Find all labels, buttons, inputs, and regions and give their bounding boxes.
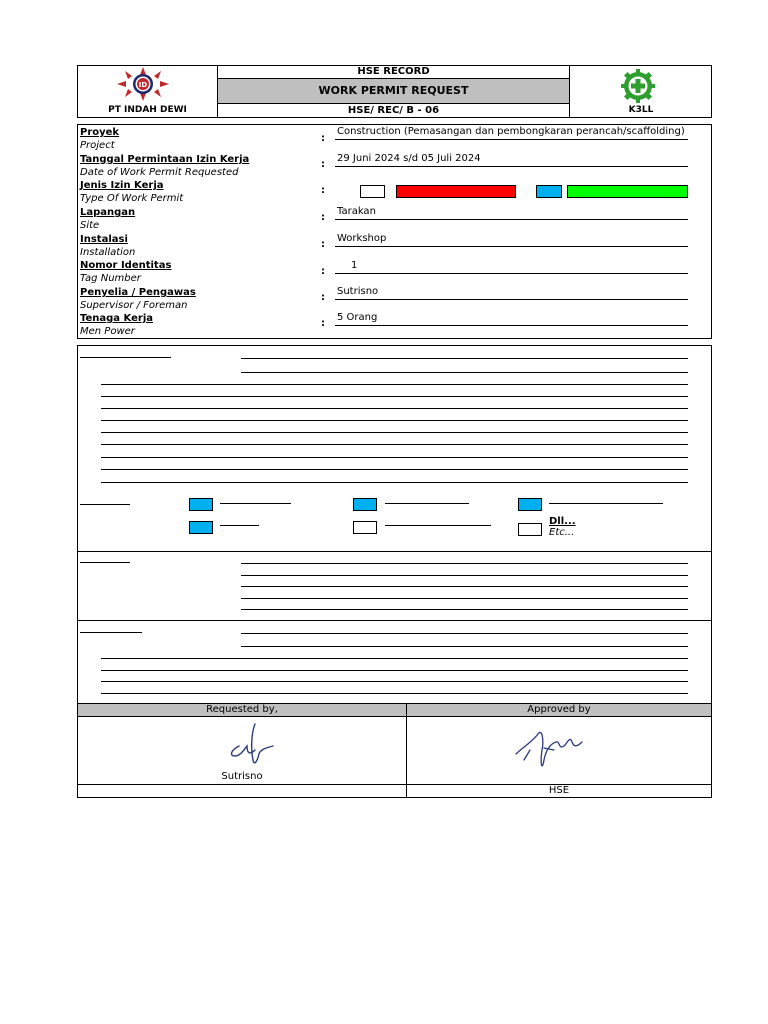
- field-colon-men-power: :: [321, 318, 325, 329]
- field-sublabel-site: Site: [80, 220, 100, 231]
- work-line-11: [101, 482, 688, 483]
- section4-line-3: [101, 658, 688, 659]
- work-line-8: [101, 444, 688, 445]
- signature-header-line: [77, 716, 712, 717]
- options-heading-underline: [80, 504, 130, 505]
- company-logo: [115, 66, 171, 102]
- field-value-supervisor: Sutrisno: [337, 286, 379, 297]
- option-checkbox-4[interactable]: [189, 521, 213, 534]
- option-line-2: [385, 503, 469, 504]
- option-checkbox-3[interactable]: [518, 498, 542, 511]
- approver-signature: [508, 720, 598, 776]
- work-description-block: [77, 345, 712, 552]
- k3-logo-icon: [617, 67, 659, 105]
- permit-type-checkbox-2[interactable]: [536, 185, 562, 198]
- section3-heading-underline: [80, 562, 130, 563]
- field-label-project: Proyek: [80, 127, 120, 138]
- field-label-site: Lapangan: [80, 207, 136, 218]
- field-sublabel-permit-type: Type Of Work Permit: [80, 193, 184, 204]
- field-colon-site: :: [321, 212, 325, 223]
- work-line-9: [101, 457, 688, 458]
- field-value-tag-number: 1: [351, 260, 358, 271]
- field-line-supervisor: [335, 299, 688, 300]
- k3-label: K3LL: [628, 105, 654, 115]
- field-sublabel-installation: Installation: [80, 247, 136, 258]
- field-colon-supervisor: :: [321, 292, 325, 303]
- requested-by-label: Requested by,: [206, 704, 278, 715]
- field-colon-date: :: [321, 159, 325, 170]
- permit-type-bar-red[interactable]: [396, 185, 516, 198]
- permit-type-bar-green[interactable]: [567, 185, 688, 198]
- logo-text: ID: [138, 81, 148, 89]
- field-line-men-power: [335, 325, 688, 326]
- section4-line-1: [241, 633, 688, 634]
- field-sublabel-tag-number: Tag Number: [80, 273, 141, 284]
- field-sublabel-project: Project: [80, 140, 115, 151]
- requester-signature: [225, 720, 285, 776]
- option-checkbox-1[interactable]: [189, 498, 213, 511]
- section3-line-3: [241, 586, 688, 587]
- page-title: WORK PERMIT REQUEST: [318, 84, 469, 97]
- field-value-date: 29 Juni 2024 s/d 05 Juli 2024: [337, 153, 481, 164]
- signature-divider: [406, 703, 407, 798]
- work-line-10: [101, 469, 688, 470]
- field-value-project: Construction (Pemasangan dan pembongkaran perancah/scaffolding): [337, 126, 685, 137]
- field-sublabel-supervisor: Supervisor / Foreman: [80, 300, 188, 311]
- option-checkbox-etc[interactable]: [518, 523, 542, 536]
- option-line-1: [220, 503, 291, 504]
- permit-type-checkbox-1[interactable]: [360, 185, 385, 198]
- document-code: HSE/ REC/ B - 06: [347, 105, 440, 116]
- requester-name: Sutrisno: [221, 771, 263, 782]
- section4-line-6: [101, 693, 688, 694]
- field-label-date: Tanggal Permintaan Izin Kerja: [80, 154, 250, 165]
- field-value-site: Tarakan: [337, 206, 376, 217]
- field-colon-tag-number: :: [321, 266, 325, 277]
- field-sublabel-date: Date of Work Permit Requested: [80, 167, 239, 178]
- section4-line-4: [101, 670, 688, 671]
- section4-line-2: [241, 646, 688, 647]
- section3-line-1: [241, 563, 688, 564]
- field-colon-project: :: [321, 133, 325, 144]
- field-line-project: [335, 139, 688, 140]
- section3-line-2: [241, 575, 688, 576]
- option-etc-sublabel: Etc...: [549, 527, 575, 538]
- option-checkbox-2[interactable]: [353, 498, 377, 511]
- field-value-men-power: 5 Orang: [337, 312, 378, 323]
- field-line-tag-number: [335, 273, 688, 274]
- field-sublabel-men-power: Men Power: [80, 326, 135, 337]
- field-colon-permit-type: :: [321, 185, 325, 196]
- field-label-tag-number: Nomor Identitas: [80, 260, 172, 271]
- work-heading-underline: [80, 357, 171, 358]
- field-line-installation: [335, 246, 688, 247]
- work-line-3: [101, 384, 688, 385]
- approver-role: HSE: [548, 785, 570, 796]
- work-line-7: [101, 432, 688, 433]
- section3-line-5: [241, 609, 688, 610]
- option-line-4: [220, 525, 259, 526]
- field-label-supervisor: Penyelia / Pengawas: [80, 287, 196, 298]
- field-label-installation: Instalasi: [80, 234, 128, 245]
- work-line-5: [101, 408, 688, 409]
- work-line-2: [241, 372, 688, 373]
- field-value-installation: Workshop: [337, 233, 387, 244]
- field-line-site: [335, 219, 688, 220]
- option-checkbox-5[interactable]: [353, 521, 377, 534]
- field-label-men-power: Tenaga Kerja: [80, 313, 153, 324]
- option-line-3: [549, 503, 663, 504]
- field-colon-installation: :: [321, 239, 325, 250]
- work-line-1: [241, 358, 688, 359]
- approved-by-label: Approved by: [527, 704, 591, 715]
- section4-line-5: [101, 681, 688, 682]
- option-line-5: [385, 525, 491, 526]
- work-line-6: [101, 420, 688, 421]
- section3-line-4: [241, 598, 688, 599]
- field-line-date: [335, 166, 688, 167]
- field-label-permit-type: Jenis Izin Kerja: [80, 180, 164, 191]
- section4-heading-underline: [80, 632, 142, 633]
- company-name: PT INDAH DEWI: [108, 105, 187, 115]
- work-line-4: [101, 396, 688, 397]
- record-label: HSE RECORD: [357, 66, 430, 77]
- option-etc-label: Dll...: [549, 516, 576, 527]
